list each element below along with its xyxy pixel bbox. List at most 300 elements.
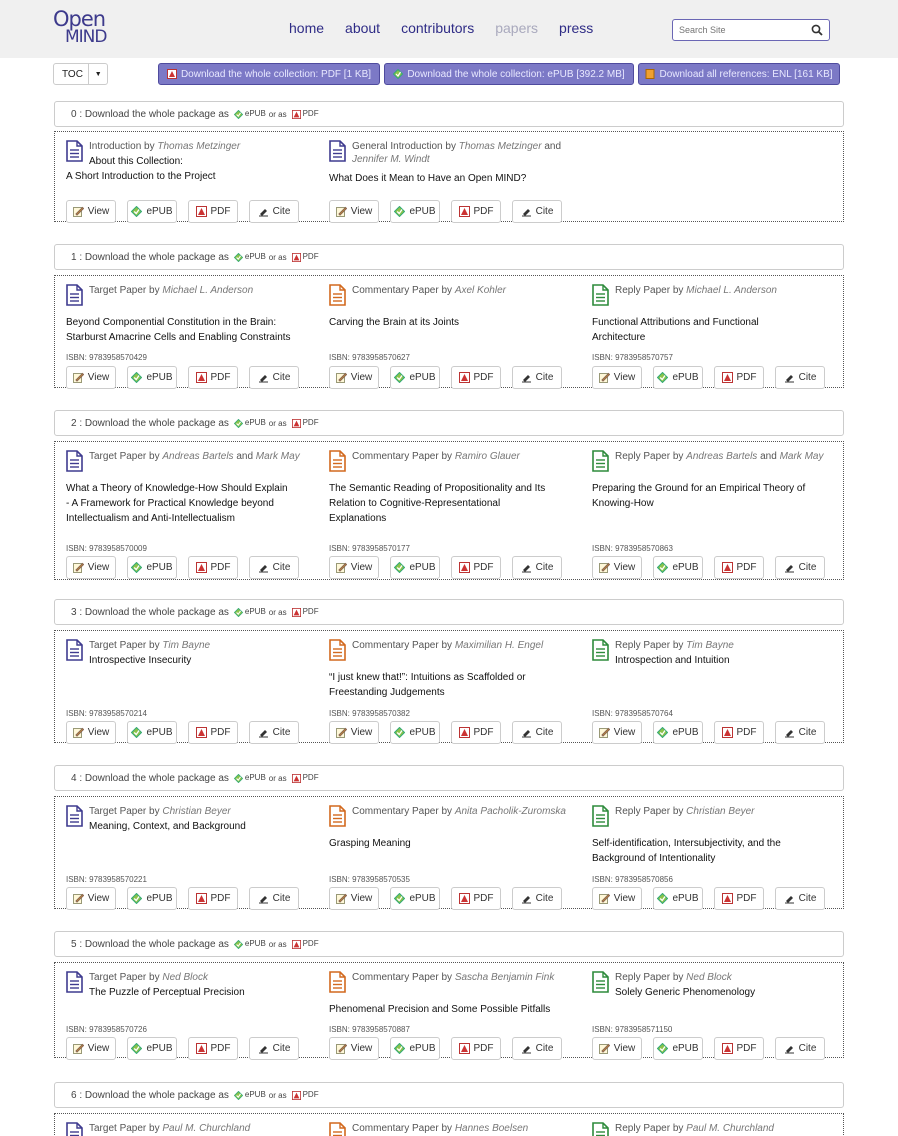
pdf-button-label: PDF bbox=[473, 727, 494, 738]
epub-button-label: ePUB bbox=[409, 372, 436, 383]
section-epub-link[interactable] bbox=[232, 773, 266, 782]
cite-icon bbox=[258, 206, 269, 217]
paper-title[interactable] bbox=[329, 1002, 574, 1017]
section-pdf-link[interactable] bbox=[290, 252, 319, 261]
cite-button[interactable] bbox=[249, 200, 299, 223]
paper-type: Target Paper bbox=[89, 972, 150, 983]
epub-button[interactable] bbox=[127, 1037, 177, 1060]
paper-isbn: ISBN: 9783958570856 bbox=[592, 875, 673, 884]
paper-byline bbox=[352, 1122, 572, 1135]
edit-icon bbox=[73, 562, 84, 573]
epub-icon bbox=[394, 206, 405, 217]
pdf-button-label: PDF bbox=[473, 372, 494, 383]
section-header bbox=[54, 101, 844, 127]
epub-button[interactable] bbox=[390, 1037, 440, 1060]
epub-icon bbox=[657, 1043, 668, 1054]
epub-button-label: ePUB bbox=[146, 562, 173, 573]
view-button[interactable] bbox=[329, 721, 379, 744]
pdf-button[interactable] bbox=[188, 721, 238, 744]
paper-byline bbox=[352, 639, 572, 652]
epub-button[interactable] bbox=[127, 366, 177, 389]
paper-card bbox=[592, 450, 840, 579]
paper-type: Commentary Paper bbox=[352, 640, 442, 651]
paper-isbn: ISBN: 9783958570429 bbox=[66, 353, 147, 362]
paper-title[interactable] bbox=[592, 836, 837, 866]
epub-button[interactable] bbox=[390, 721, 440, 744]
cite-icon bbox=[784, 372, 795, 383]
paper-byline bbox=[89, 450, 309, 463]
paper-type: Reply Paper bbox=[615, 640, 673, 651]
pdf-button[interactable] bbox=[188, 887, 238, 910]
pdf-button-label: PDF bbox=[736, 372, 757, 383]
section-epub-link[interactable] bbox=[232, 109, 266, 118]
epub-icon bbox=[131, 893, 142, 904]
view-button-label: View bbox=[350, 206, 373, 217]
epub-button[interactable] bbox=[390, 366, 440, 389]
cite-button[interactable] bbox=[249, 887, 299, 910]
nav-press[interactable]: press bbox=[559, 20, 594, 36]
paper-title-line: Carving the Brain at its Joints bbox=[329, 317, 460, 328]
nav-home[interactable]: home bbox=[289, 20, 325, 36]
by-label: by bbox=[441, 285, 455, 296]
pdf-icon bbox=[196, 562, 207, 573]
paper-author-2[interactable]: Jennifer M. Windt bbox=[352, 154, 430, 165]
paper-title[interactable] bbox=[66, 154, 288, 184]
paper-title-line: Grasping Meaning bbox=[329, 838, 411, 849]
paper-title[interactable] bbox=[89, 653, 311, 668]
search-box bbox=[672, 19, 830, 41]
paper-byline bbox=[89, 639, 309, 652]
paper-author[interactable]: Hannes Boelsen bbox=[454, 1123, 529, 1134]
epub-icon bbox=[394, 893, 405, 904]
epub-icon bbox=[131, 562, 142, 573]
logo-top-text: Open bbox=[53, 7, 106, 31]
pdf-button[interactable] bbox=[451, 721, 501, 744]
pdf-button-label: PDF bbox=[473, 1043, 494, 1054]
cite-button[interactable] bbox=[249, 721, 299, 744]
pdf-button[interactable] bbox=[714, 887, 764, 910]
epub-icon bbox=[393, 69, 403, 79]
paper-isbn: ISBN: 9783958570221 bbox=[66, 875, 147, 884]
cite-icon bbox=[784, 1043, 795, 1054]
paper-card bbox=[66, 1122, 314, 1136]
paper-title[interactable] bbox=[329, 836, 574, 851]
epub-button[interactable] bbox=[390, 200, 440, 223]
section-pdf-link[interactable] bbox=[290, 109, 319, 118]
epub-button-label: ePUB bbox=[409, 1043, 436, 1054]
paper-card bbox=[329, 140, 577, 221]
cite-button[interactable] bbox=[512, 200, 562, 223]
cite-button[interactable] bbox=[512, 721, 562, 744]
pdf-icon bbox=[459, 206, 470, 217]
paper-actions bbox=[329, 1037, 573, 1060]
cite-icon bbox=[521, 1043, 532, 1054]
section-epub-link[interactable] bbox=[232, 939, 266, 948]
epub-button-label: ePUB bbox=[146, 206, 173, 217]
document-icon bbox=[66, 450, 83, 472]
pdf-button[interactable] bbox=[188, 366, 238, 389]
paper-title-line: Intellectualism and Anti-Intellectualism bbox=[66, 513, 235, 524]
pdf-button[interactable] bbox=[451, 1037, 501, 1060]
paper-title-line: Introspective Insecurity bbox=[89, 655, 192, 666]
section-or-as: or as bbox=[268, 939, 287, 949]
view-button[interactable] bbox=[329, 1037, 379, 1060]
pdf-button-label: PDF bbox=[736, 1043, 757, 1054]
pdf-icon bbox=[292, 774, 301, 783]
view-button-label: View bbox=[87, 1043, 110, 1054]
view-button[interactable] bbox=[329, 887, 379, 910]
paper-author[interactable]: Michael L. Anderson bbox=[162, 285, 254, 296]
view-button[interactable] bbox=[329, 366, 379, 389]
paper-actions bbox=[592, 1037, 836, 1060]
section-epub-label: ePUB bbox=[244, 939, 266, 949]
paper-isbn: ISBN: 9783958570009 bbox=[66, 544, 147, 553]
download-references-button[interactable] bbox=[638, 63, 840, 85]
nav-contributors[interactable]: contributors bbox=[401, 20, 475, 36]
paper-type: Target Paper bbox=[89, 1123, 150, 1134]
pdf-icon bbox=[292, 253, 301, 262]
paper-title-line: Freestanding Judgements bbox=[329, 687, 445, 698]
paper-type: Reply Paper bbox=[615, 285, 673, 296]
pdf-button[interactable] bbox=[188, 200, 238, 223]
paper-author[interactable]: Thomas Metzinger bbox=[157, 141, 241, 152]
paper-title[interactable] bbox=[329, 171, 574, 186]
paper-title-line: Knowing-How bbox=[592, 498, 654, 509]
download-collection-pdf-button[interactable] bbox=[158, 63, 380, 85]
view-button[interactable] bbox=[329, 200, 379, 223]
epub-icon bbox=[657, 372, 668, 383]
paper-card bbox=[592, 284, 840, 387]
section-pdf-link[interactable] bbox=[290, 1090, 319, 1099]
cite-button[interactable] bbox=[775, 887, 825, 910]
epub-button[interactable] bbox=[390, 887, 440, 910]
paper-card bbox=[592, 1122, 840, 1136]
edit-icon bbox=[599, 562, 610, 573]
section-epub-link[interactable] bbox=[232, 418, 266, 427]
paper-actions bbox=[592, 556, 836, 579]
paper-byline bbox=[89, 971, 309, 984]
edit-icon bbox=[336, 372, 347, 383]
paper-author[interactable]: Christian Beyer bbox=[686, 806, 755, 817]
section-pdf-link[interactable] bbox=[290, 939, 319, 948]
document-icon bbox=[329, 805, 346, 827]
view-button[interactable] bbox=[592, 721, 642, 744]
pdf-button-label: PDF bbox=[210, 206, 231, 217]
pdf-icon bbox=[292, 110, 301, 119]
epub-button-label: ePUB bbox=[672, 1043, 699, 1054]
epub-button[interactable] bbox=[127, 200, 177, 223]
section-header bbox=[54, 765, 844, 791]
section-papers-box bbox=[54, 796, 844, 909]
view-button[interactable] bbox=[592, 1037, 642, 1060]
cite-button-label: Cite bbox=[272, 206, 291, 217]
paper-author-2[interactable]: Mark May bbox=[779, 451, 824, 462]
open-mind-logo[interactable] bbox=[53, 9, 123, 45]
epub-button[interactable] bbox=[653, 556, 703, 579]
by-label: by bbox=[149, 972, 163, 983]
pdf-button[interactable] bbox=[188, 556, 238, 579]
section-header bbox=[54, 1082, 844, 1108]
document-icon bbox=[329, 639, 346, 661]
paper-title-line: Phenomenal Precision and Some Possible Pitfalls bbox=[329, 1004, 551, 1015]
cite-button[interactable] bbox=[775, 556, 825, 579]
epub-icon bbox=[131, 372, 142, 383]
pdf-icon bbox=[196, 206, 207, 217]
paper-title[interactable] bbox=[66, 315, 311, 345]
toc-dropdown[interactable] bbox=[53, 63, 108, 85]
section-header-text: 3 : Download the whole package as bbox=[71, 606, 229, 618]
view-button-label: View bbox=[613, 372, 636, 383]
pdf-button-label: PDF bbox=[736, 893, 757, 904]
document-icon bbox=[66, 971, 83, 993]
pdf-icon bbox=[459, 727, 470, 738]
epub-icon bbox=[657, 893, 668, 904]
epub-icon bbox=[234, 608, 243, 617]
download-collection-epub-button[interactable] bbox=[384, 63, 634, 85]
by-label: by bbox=[149, 640, 163, 651]
paper-type: General Introduction bbox=[352, 141, 446, 152]
paper-author[interactable]: Christian Beyer bbox=[162, 806, 231, 817]
search-icon[interactable] bbox=[811, 24, 823, 36]
pdf-button-label: PDF bbox=[473, 893, 494, 904]
view-button[interactable] bbox=[66, 200, 116, 223]
paper-author[interactable]: Maximilian H. Engel bbox=[454, 640, 544, 651]
section-pdf-label: PDF bbox=[302, 109, 319, 119]
epub-button[interactable] bbox=[653, 721, 703, 744]
section-pdf-link[interactable] bbox=[290, 773, 319, 782]
paper-isbn: ISBN: 9783958570382 bbox=[329, 709, 410, 718]
view-button[interactable] bbox=[66, 366, 116, 389]
by-label: by bbox=[441, 1123, 455, 1134]
search-input[interactable] bbox=[673, 20, 803, 40]
section-epub-label: ePUB bbox=[244, 418, 266, 428]
by-label: by bbox=[672, 806, 687, 817]
paper-title[interactable] bbox=[615, 985, 837, 1000]
nav-about[interactable]: about bbox=[345, 20, 381, 36]
pdf-button[interactable] bbox=[451, 556, 501, 579]
view-button-label: View bbox=[613, 727, 636, 738]
section-epub-link[interactable] bbox=[232, 607, 266, 616]
paper-author[interactable]: Sascha Benjamin Fink bbox=[454, 972, 555, 983]
paper-author[interactable]: Thomas Metzinger bbox=[458, 141, 542, 152]
section-header bbox=[54, 410, 844, 436]
cite-button[interactable] bbox=[512, 1037, 562, 1060]
pdf-button[interactable] bbox=[451, 366, 501, 389]
paper-isbn: ISBN: 9783958570214 bbox=[66, 709, 147, 718]
epub-button[interactable] bbox=[653, 1037, 703, 1060]
cite-button[interactable] bbox=[775, 1037, 825, 1060]
paper-byline bbox=[352, 140, 572, 166]
paper-card bbox=[66, 450, 314, 579]
section-epub-link[interactable] bbox=[232, 1090, 266, 1099]
paper-byline bbox=[615, 805, 835, 818]
cite-button[interactable] bbox=[512, 556, 562, 579]
paper-title[interactable] bbox=[66, 481, 311, 526]
paper-isbn: ISBN: 9783958570627 bbox=[329, 353, 410, 362]
paper-author[interactable]: Axel Kohler bbox=[454, 285, 506, 296]
section-header-text: 2 : Download the whole package as bbox=[71, 417, 229, 429]
paper-actions bbox=[66, 556, 310, 579]
paper-title-line: Background of Intentionality bbox=[592, 853, 716, 864]
section-papers-box bbox=[54, 131, 844, 222]
edit-icon bbox=[599, 1043, 610, 1054]
edit-icon bbox=[336, 1043, 347, 1054]
cite-icon bbox=[784, 727, 795, 738]
paper-title-line: Meaning, Context, and Background bbox=[89, 821, 246, 832]
cite-button[interactable] bbox=[775, 366, 825, 389]
paper-title[interactable] bbox=[329, 315, 574, 330]
pdf-icon bbox=[196, 1043, 207, 1054]
pdf-icon bbox=[722, 727, 733, 738]
paper-title[interactable] bbox=[615, 653, 837, 668]
section-pdf-link[interactable] bbox=[290, 607, 319, 616]
cite-button[interactable] bbox=[249, 556, 299, 579]
document-icon bbox=[592, 639, 609, 661]
paper-author[interactable]: Andreas Bartels bbox=[162, 451, 234, 462]
by-label: by bbox=[149, 806, 163, 817]
pdf-icon bbox=[292, 419, 301, 428]
pdf-button[interactable] bbox=[714, 1037, 764, 1060]
download-refs-label: Download all references: ENL [161 KB] bbox=[659, 68, 833, 80]
edit-icon bbox=[336, 562, 347, 573]
paper-title[interactable] bbox=[329, 670, 574, 700]
view-button[interactable] bbox=[66, 556, 116, 579]
pdf-button[interactable] bbox=[714, 556, 764, 579]
paper-card bbox=[66, 284, 314, 387]
by-label: by bbox=[149, 451, 163, 462]
epub-icon bbox=[234, 940, 243, 949]
paper-title-line: - A Framework for Practical Knowledge beyond bbox=[66, 498, 274, 509]
pdf-button[interactable] bbox=[714, 721, 764, 744]
view-button[interactable] bbox=[592, 887, 642, 910]
paper-byline bbox=[352, 805, 572, 818]
cite-button[interactable] bbox=[775, 721, 825, 744]
view-button[interactable] bbox=[592, 556, 642, 579]
paper-title[interactable] bbox=[89, 819, 311, 834]
paper-author[interactable]: Ramiro Glauer bbox=[454, 451, 520, 462]
cite-button-label: Cite bbox=[798, 562, 817, 573]
edit-icon bbox=[73, 893, 84, 904]
nav-papers[interactable]: papers bbox=[495, 20, 539, 36]
epub-button-label: ePUB bbox=[146, 727, 173, 738]
pdf-button[interactable] bbox=[714, 366, 764, 389]
paper-title-line: Introspection and Intuition bbox=[615, 655, 730, 666]
pdf-button[interactable] bbox=[451, 887, 501, 910]
view-button-label: View bbox=[350, 893, 373, 904]
document-icon bbox=[66, 805, 83, 827]
paper-title-line: Starburst Amacrine Cells and Enabling Constraints bbox=[66, 332, 291, 343]
paper-title[interactable] bbox=[329, 481, 574, 526]
epub-button[interactable] bbox=[127, 887, 177, 910]
pdf-button[interactable] bbox=[451, 200, 501, 223]
paper-card bbox=[66, 639, 314, 742]
paper-title[interactable] bbox=[89, 985, 311, 1000]
view-button[interactable] bbox=[66, 721, 116, 744]
document-icon bbox=[329, 140, 346, 162]
paper-actions bbox=[329, 556, 573, 579]
epub-button[interactable] bbox=[653, 366, 703, 389]
paper-isbn: ISBN: 9783958570757 bbox=[592, 353, 673, 362]
view-button[interactable] bbox=[66, 1037, 116, 1060]
paper-card bbox=[329, 284, 577, 387]
section-pdf-link[interactable] bbox=[290, 418, 319, 427]
section-or-as: or as bbox=[268, 252, 287, 262]
paper-type: Target Paper bbox=[89, 640, 150, 651]
paper-author[interactable]: Andreas Bartels bbox=[686, 451, 758, 462]
paper-author[interactable]: Paul M. Churchland bbox=[686, 1123, 774, 1134]
epub-button[interactable] bbox=[390, 556, 440, 579]
epub-button[interactable] bbox=[653, 887, 703, 910]
paper-title[interactable] bbox=[592, 315, 837, 345]
paper-title-line: Preparing the Ground for an Empirical Theory of bbox=[592, 483, 806, 494]
by-label: by bbox=[441, 451, 455, 462]
cite-icon bbox=[784, 893, 795, 904]
view-button[interactable] bbox=[592, 366, 642, 389]
cite-button-label: Cite bbox=[535, 727, 554, 738]
paper-author[interactable]: Tim Bayne bbox=[686, 640, 734, 651]
section-epub-label: ePUB bbox=[244, 1090, 266, 1100]
paper-author[interactable]: Ned Block bbox=[162, 972, 208, 983]
section-epub-link[interactable] bbox=[232, 252, 266, 261]
epub-button-label: ePUB bbox=[672, 562, 699, 573]
cite-button[interactable] bbox=[249, 366, 299, 389]
references-icon bbox=[645, 69, 655, 79]
paper-title-line: Solely Generic Phenomenology bbox=[615, 987, 756, 998]
document-icon bbox=[66, 284, 83, 306]
epub-button-label: ePUB bbox=[146, 893, 173, 904]
pdf-button[interactable] bbox=[188, 1037, 238, 1060]
paper-author[interactable]: Anita Pacholik-Zuromska bbox=[454, 806, 566, 817]
paper-actions bbox=[329, 366, 573, 389]
cite-button-label: Cite bbox=[798, 727, 817, 738]
pdf-icon bbox=[722, 372, 733, 383]
view-button[interactable] bbox=[329, 556, 379, 579]
document-icon bbox=[66, 639, 83, 661]
view-button-label: View bbox=[350, 562, 373, 573]
epub-button-label: ePUB bbox=[672, 893, 699, 904]
cite-icon bbox=[258, 727, 269, 738]
paper-author[interactable]: Tim Bayne bbox=[162, 640, 211, 651]
view-button-label: View bbox=[87, 372, 110, 383]
download-epub-label: Download the whole collection: ePUB [392.2 MB] bbox=[407, 68, 625, 80]
paper-author[interactable]: Ned Block bbox=[686, 972, 732, 983]
paper-type: Target Paper bbox=[89, 451, 150, 462]
cite-button[interactable] bbox=[249, 1037, 299, 1060]
paper-type: Reply Paper bbox=[615, 972, 673, 983]
paper-author[interactable]: Paul M. Churchland bbox=[162, 1123, 251, 1134]
section-papers-box bbox=[54, 441, 844, 580]
view-button[interactable] bbox=[66, 887, 116, 910]
paper-actions bbox=[329, 200, 573, 223]
epub-button[interactable] bbox=[127, 721, 177, 744]
cite-icon bbox=[521, 562, 532, 573]
paper-actions bbox=[66, 1037, 310, 1060]
paper-author[interactable]: Michael L. Anderson bbox=[686, 285, 777, 296]
paper-title-line: The Puzzle of Perceptual Precision bbox=[89, 987, 245, 998]
pdf-icon bbox=[722, 893, 733, 904]
epub-button[interactable] bbox=[127, 556, 177, 579]
cite-button[interactable] bbox=[512, 366, 562, 389]
by-label: by bbox=[149, 1123, 163, 1134]
epub-button-label: ePUB bbox=[672, 372, 699, 383]
paper-author-2[interactable]: Mark May bbox=[255, 451, 300, 462]
paper-title[interactable] bbox=[592, 481, 837, 511]
section-papers-box bbox=[54, 275, 844, 388]
paper-title-line: A Short Introduction to the Project bbox=[66, 171, 216, 182]
pdf-icon bbox=[459, 372, 470, 383]
cite-button[interactable] bbox=[512, 887, 562, 910]
paper-card bbox=[329, 639, 577, 742]
